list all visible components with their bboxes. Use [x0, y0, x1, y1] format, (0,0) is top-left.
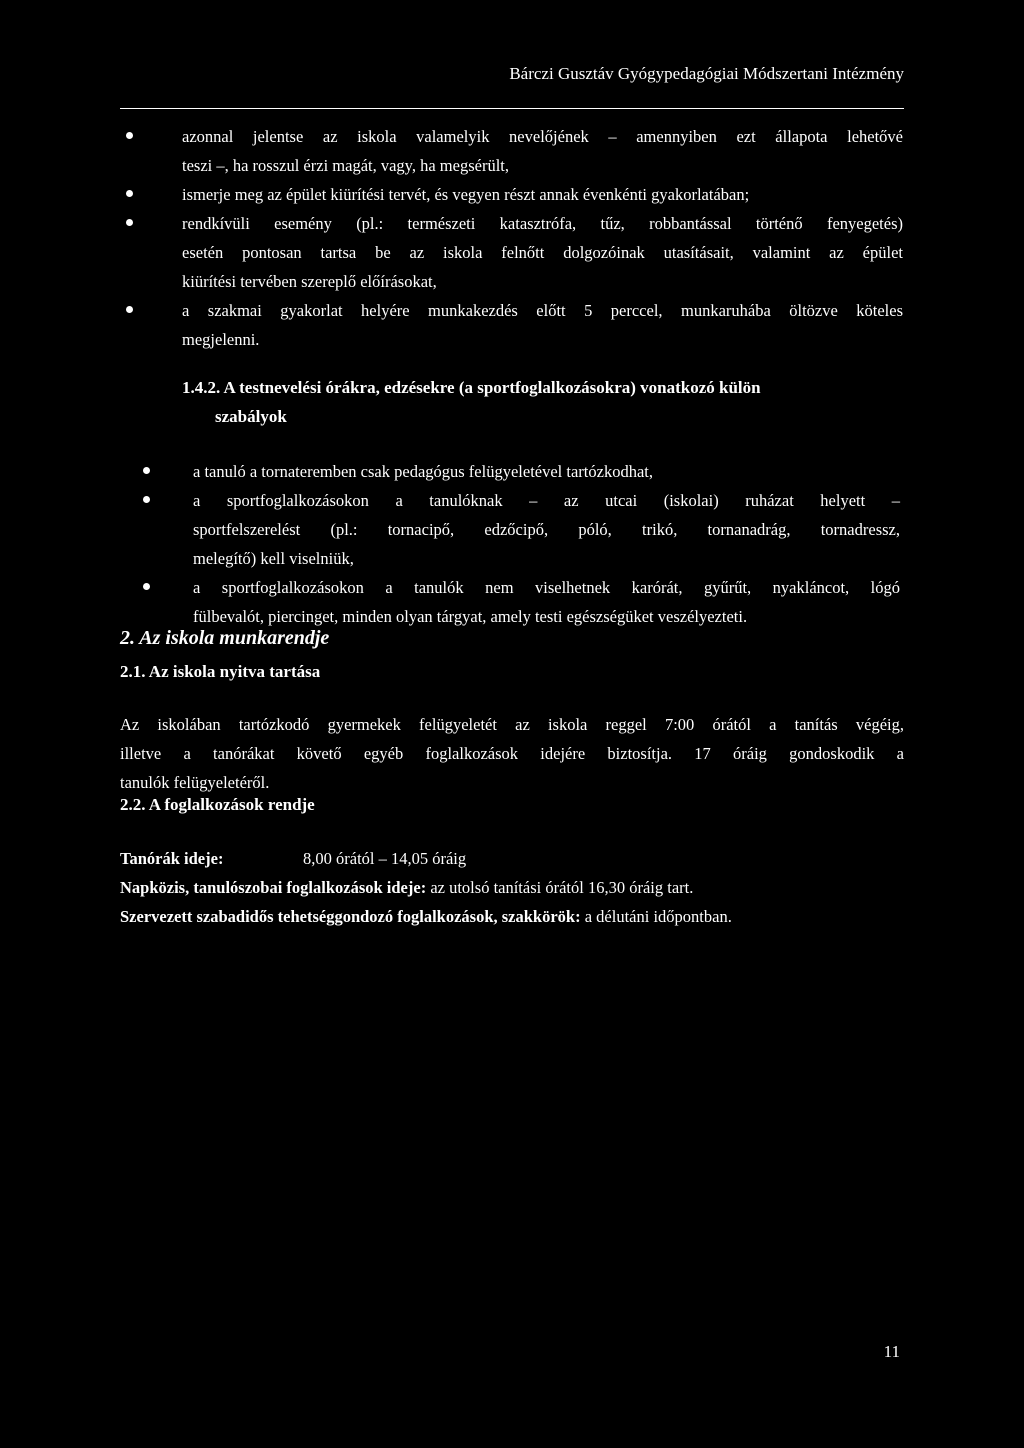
- schedule-value-wrap: [303, 844, 466, 873]
- list-item: a sportfoglalkozásokon a tanulóknak – az utcai (iskolai) ruházat helyett – sportfelszerelést (pl.: tornacipő, edzőcipő, póló, trikó, tornanadrág, tornadressz, melegítő) kell viselniük,: [193, 491, 900, 568]
- chapter-heading: 2. Az iskola munkarendje: [120, 627, 330, 649]
- bullet-icon: [126, 219, 133, 226]
- section-heading: 2.2. A foglalkozások rendje: [120, 795, 315, 814]
- list-item: rendkívüli esemény (pl.: természeti katasztrófa, tűz, robbantással történő fenyegetés) esetén pontosan tartsa be az iskola felnőtt dolgozóinak utasításait, valamint az épület kiürítési tervében szereplő előírásokat,: [182, 214, 903, 291]
- list-item: a tanuló a tornateremben csak pedagógus felügyeletével tartózkodhat,: [193, 462, 653, 481]
- bullet-icon: [126, 190, 133, 197]
- schedule-value: az utolsó tanítási órától 16,30 óráig tart.: [430, 878, 694, 897]
- bullet-icon: [126, 306, 133, 313]
- page-header: Bárczi Gusztáv Gyógypedagógiai Módszertani Intézmény: [509, 64, 904, 83]
- list-item: a sportfoglalkozásokon a tanulók nem viselhetnek karórát, gyűrűt, nyakláncot, lógó fülbevalót, piercinget, minden olyan tárgyat, amely testi egészségüket veszélyezteti.: [193, 578, 900, 626]
- schedule-label: Tanórák ideje:: [120, 849, 224, 868]
- schedule-row: [120, 844, 223, 873]
- paragraph: Az iskolában tartózkodó gyermekek felügyeletét az iskola reggel 7:00 órától a tanítás végéig, illetve a tanórákat követő egyéb foglalkozások idejére biztosítja. 17 óráig gondoskodik a tanulók felügyeletéről.: [120, 715, 904, 792]
- section-heading: 2.1. Az iskola nyitva tartása: [120, 662, 321, 681]
- header-divider: [120, 108, 904, 109]
- schedule-value: a délutáni időpontban.: [584, 907, 732, 926]
- list-item: ismerje meg az épület kiürítési tervét, és vegyen részt annak évenkénti gyakorlatában;: [182, 185, 750, 204]
- schedule-row: [120, 873, 693, 902]
- schedule-row: [120, 902, 732, 931]
- bullet-icon: [143, 496, 150, 503]
- page-number: 11: [883, 1342, 900, 1361]
- schedule-label: Napközis, tanulószobai foglalkozások ideje:: [120, 878, 427, 897]
- section-heading: 1.4.2. A testnevelési órákra, edzésekre (a sportfoglalkozásokra) vonatkozó külön szabályok: [182, 378, 761, 426]
- bullet-icon: [143, 467, 150, 474]
- list-item: a szakmai gyakorlat helyére munkakezdés előtt 5 perccel, munkaruhába öltözve köteles megjelenni.: [182, 301, 903, 349]
- list-item: azonnal jelentse az iskola valamelyik nevelőjének – amennyiben ezt állapota lehetővé teszi –, ha rosszul érzi magát, vagy, ha megsérült,: [182, 127, 903, 175]
- schedule-value: 8,00 órától – 14,05 óráig: [303, 849, 467, 868]
- bullet-icon: [143, 583, 150, 590]
- bullet-icon: [126, 132, 133, 139]
- schedule-label: Szervezett szabadidős tehetséggondozó foglalkozások, szakkörök:: [120, 907, 581, 926]
